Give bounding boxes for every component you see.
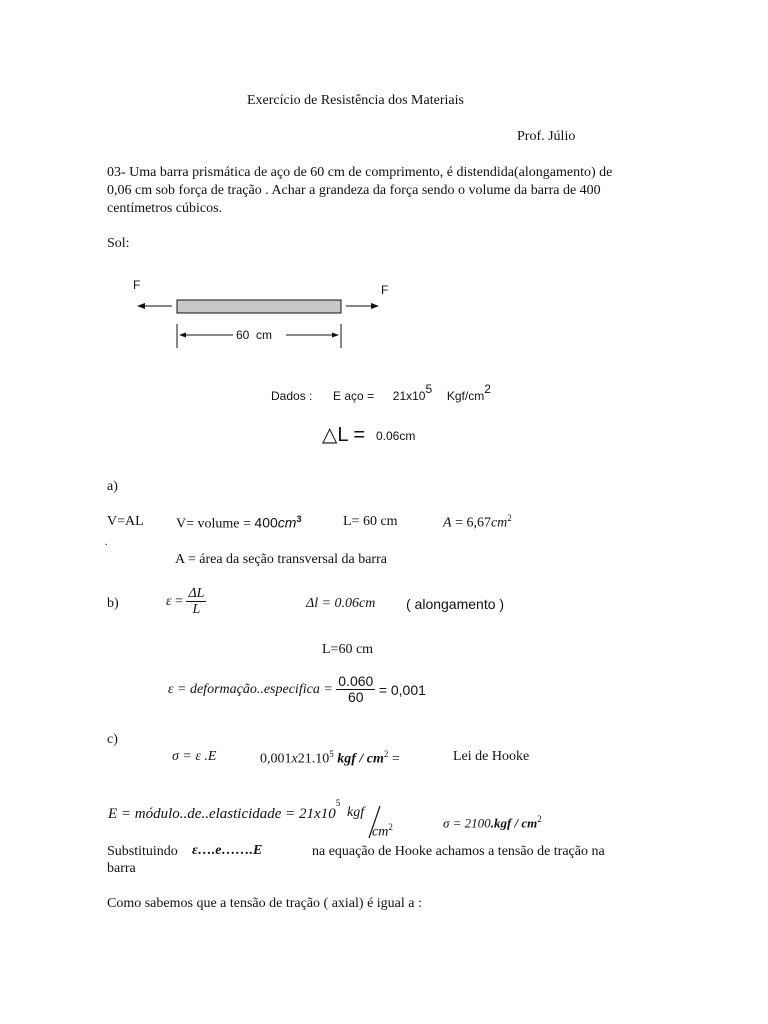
e-aco-mantissa: 21x10: [392, 389, 426, 403]
author-name: Prof. Júlio: [517, 129, 576, 144]
calc-equals: =: [388, 751, 400, 767]
delta-l-symbol: △L =: [322, 424, 365, 446]
force-left-label: F: [133, 278, 141, 292]
delta-l-value: 0.06cm: [376, 429, 416, 443]
calc-modulus: 21.10: [297, 751, 330, 767]
area-value: = 6,67: [455, 515, 491, 531]
strain-fraction: [186, 586, 206, 618]
delta-l-formula: Δl = 0.06cm: [306, 596, 376, 611]
modulus-unit-den: cm: [372, 824, 389, 840]
volume-exponent: 3: [296, 514, 302, 524]
stray-dot: .: [105, 536, 108, 548]
area-definition: A = área da seção transversal da barra: [175, 552, 387, 567]
hooke-law-label: Lei de Hooke: [453, 749, 530, 764]
document-title: Exercício de Resistência dos Materiais: [247, 93, 464, 108]
problem-line-2: 0,06 cm sob força de tração . Achar a grandeza da força sendo o volume da barra de 400: [107, 183, 601, 198]
v-equals-al: V=AL: [107, 514, 144, 529]
area-formula: [443, 513, 512, 532]
modulus-formula: [108, 798, 341, 823]
part-a-label: a): [107, 479, 118, 494]
modulus-definition: E = módulo..de..elasticidade = 21x10: [108, 806, 336, 822]
dados-line: [271, 384, 491, 403]
stress-calculation: [260, 749, 400, 768]
strain-formula: [166, 586, 206, 618]
area-exponent: 2: [507, 513, 512, 523]
e-aco-exponent: 5: [425, 382, 433, 396]
subst-variables: ε….e…….E: [192, 843, 263, 858]
e-aco-unit-exp: 2: [484, 382, 491, 396]
e-aco-label: E aço =: [333, 389, 375, 403]
stress-unit-exponent: 2: [537, 814, 542, 824]
strain-result: [168, 674, 426, 706]
modulus-unit-denominator: [372, 822, 393, 841]
calc-times: x: [291, 751, 298, 767]
modulus-exponent: 5: [335, 798, 341, 808]
strain-result-numerator: 0.060: [338, 673, 374, 689]
part-c-label: c): [107, 732, 118, 747]
problem-line-1: 03- Uma barra prismática de aço de 60 cm de comprimento, é distendida(alongamento) de: [107, 165, 613, 180]
modulus-unit-numerator: kgf: [347, 805, 365, 820]
part-b-label: b): [107, 596, 119, 611]
volume-prefix: V= volume =: [176, 516, 251, 532]
force-left-arrow: [137, 303, 172, 309]
strain-result-value: = 0,001: [378, 681, 426, 698]
subst-line-2: barra: [107, 861, 136, 876]
e-aco-unit: Kgf/cm: [446, 389, 485, 403]
calc-exponent: 5: [329, 749, 334, 759]
dados-label: Dados :: [271, 389, 313, 403]
dimension-label: 60 cm: [236, 328, 273, 342]
solution-label: Sol:: [107, 236, 130, 251]
volume-unit: cm: [277, 514, 297, 531]
strain-definition: ε = deformação..especifica =: [168, 681, 333, 697]
epsilon-symbol: ε: [166, 593, 172, 609]
modulus-unit-den-exp: 2: [388, 822, 393, 832]
closing-line: Como sabemos que a tensão de tração ( axial) é igual a :: [107, 896, 422, 911]
stress-value: σ = 2100: [443, 815, 491, 831]
stress-unit: .kgf / cm: [490, 815, 538, 831]
subst-prefix: Substituindo: [107, 844, 178, 859]
volume-formula: [176, 514, 301, 533]
strain-numerator: ΔL: [188, 586, 205, 601]
bar-diagram: [120, 272, 400, 358]
calc-unit-exponent: 2: [383, 749, 389, 759]
length-a: L= 60 cm: [343, 514, 398, 529]
subst-suffix: na equação de Hooke achamos a tensão de tração na: [312, 844, 605, 859]
stress-result: [443, 814, 542, 831]
area-symbol: A: [443, 515, 452, 531]
area-unit: cm: [490, 515, 508, 531]
force-right-label: F: [381, 283, 389, 297]
strain-result-denominator: 60: [348, 689, 364, 706]
length-b: L=60 cm: [322, 642, 374, 657]
volume-value: 400: [254, 514, 278, 531]
hooke-formula: σ = ε .E: [172, 749, 217, 764]
strain-result-fraction: [336, 674, 375, 706]
equals-sign: =: [175, 593, 183, 609]
calc-unit: kgf / cm: [337, 751, 384, 767]
elongation-note: ( alongamento ): [406, 596, 505, 612]
force-right-arrow: [346, 303, 379, 309]
steel-bar: [177, 300, 341, 313]
strain-denominator: L: [192, 602, 201, 618]
problem-line-3: centímetros cúbicos.: [107, 201, 223, 216]
calc-strain: 0,001: [260, 751, 292, 767]
